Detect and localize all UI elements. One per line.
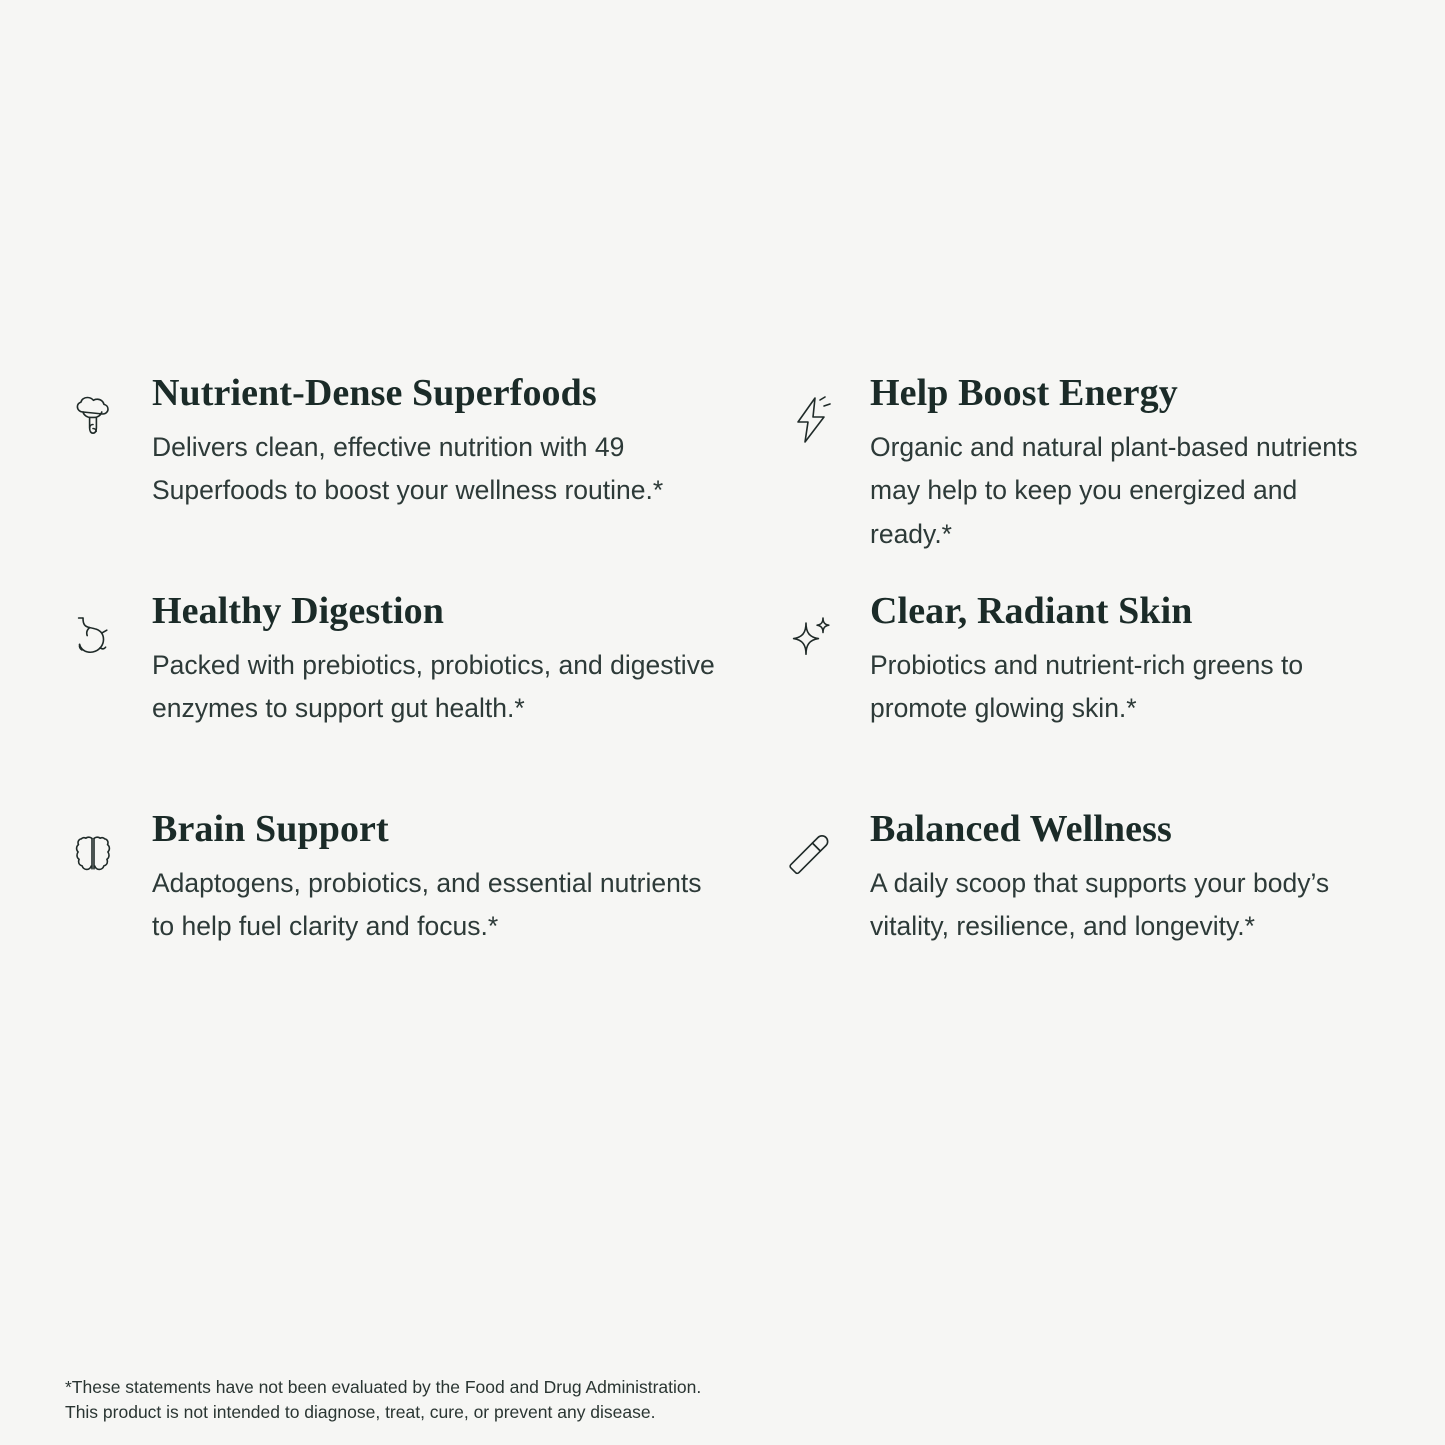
benefit-item-skin bbox=[758, 590, 1402, 808]
benefit-title: Clear, Radiant Skin bbox=[870, 590, 1193, 632]
benefit-title: Nutrient-Dense Superfoods bbox=[152, 372, 597, 414]
benefit-description: Organic and natural plant-based nutrients may help to keep you energized and ready.* bbox=[870, 431, 1358, 550]
benefit-text-block bbox=[124, 590, 728, 731]
benefits-grid bbox=[62, 372, 1402, 1026]
benefit-description: Packed with prebiotics, probiotics, and digestive enzymes to support gut health.* bbox=[152, 649, 715, 724]
stomach-icon bbox=[62, 590, 124, 664]
benefit-title: Help Boost Energy bbox=[870, 372, 1178, 414]
benefit-item-energy bbox=[758, 372, 1402, 590]
lightning-bolt-icon bbox=[780, 372, 842, 446]
benefit-item-digestion bbox=[62, 590, 758, 808]
disclaimer bbox=[65, 1375, 701, 1426]
benefit-title: Brain Support bbox=[152, 808, 389, 850]
broccoli-icon bbox=[62, 372, 124, 446]
brain-icon bbox=[62, 808, 124, 882]
benefit-text-block bbox=[842, 808, 1372, 949]
benefit-title: Healthy Digestion bbox=[152, 590, 444, 632]
benefit-item-wellness bbox=[758, 808, 1402, 1026]
benefit-text-block bbox=[124, 372, 728, 513]
benefit-description: A daily scoop that supports your body’s vitality, resilience, and longevity.* bbox=[870, 867, 1330, 942]
sparkle-icon bbox=[780, 590, 842, 664]
benefit-description: Probiotics and nutrient-rich greens to promote glowing skin.* bbox=[870, 649, 1304, 724]
benefit-item-superfoods bbox=[62, 372, 758, 590]
benefit-item-brain bbox=[62, 808, 758, 1026]
benefit-text-block bbox=[842, 372, 1372, 557]
disclaimer-line-2: This product is not intended to diagnose, treat, cure, or prevent any disease. bbox=[65, 1402, 656, 1423]
benefit-title: Balanced Wellness bbox=[870, 808, 1172, 850]
disclaimer-line-1: *These statements have not been evaluated by the Food and Drug Administration. bbox=[65, 1377, 702, 1397]
benefit-description: Adaptogens, probiotics, and essential nutrients to help fuel clarity and focus.* bbox=[152, 867, 702, 942]
scoop-icon bbox=[780, 808, 842, 882]
benefit-text-block bbox=[842, 590, 1372, 731]
benefit-text-block bbox=[124, 808, 728, 949]
benefit-description: Delivers clean, effective nutrition with 49 Superfoods to boost your wellness routine.* bbox=[152, 431, 664, 506]
